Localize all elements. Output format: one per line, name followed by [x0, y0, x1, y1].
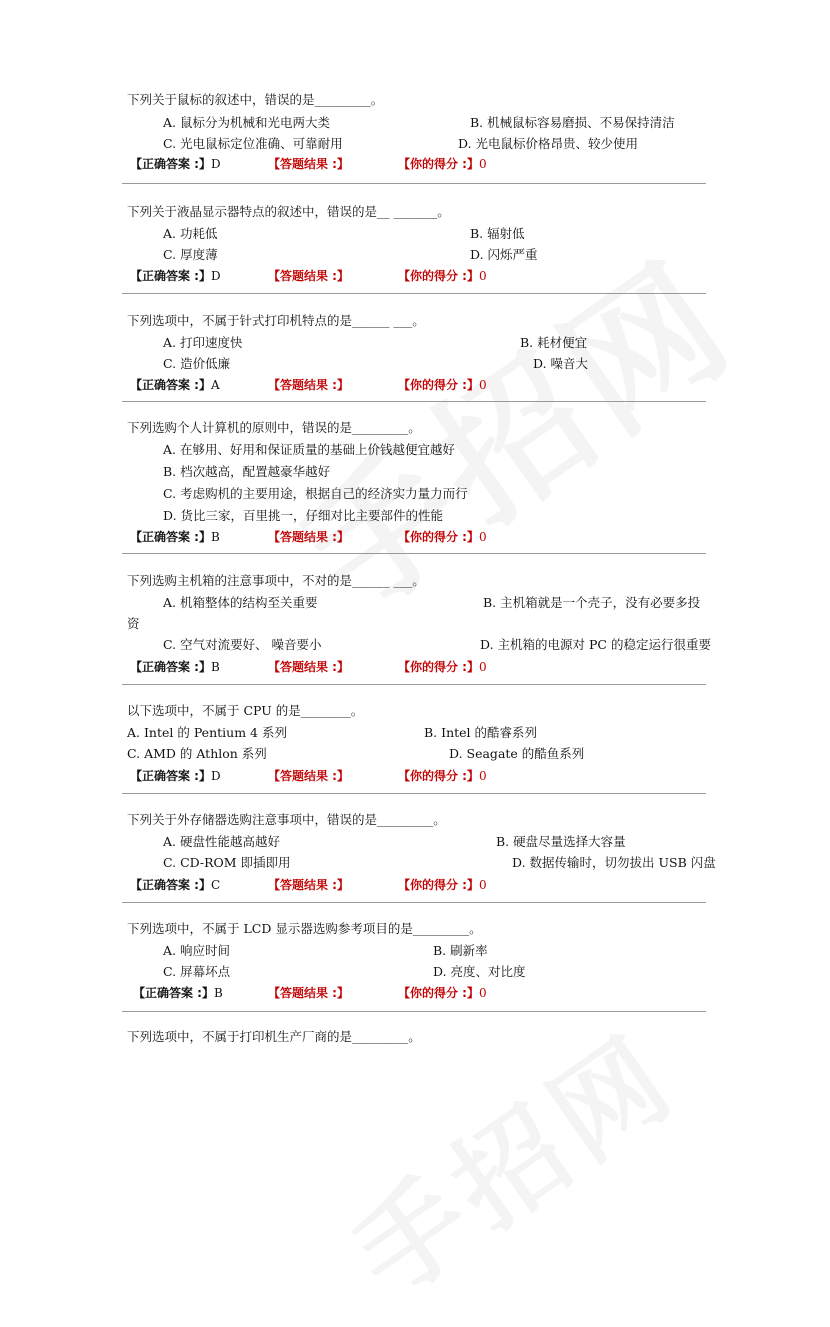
question-stem: 以下选项中，不属于 CPU 的是________。	[127, 703, 364, 718]
option-a: A. 功耗低	[163, 226, 218, 241]
answer-result: 【答题结果 :】	[268, 530, 349, 544]
your-score: 【你的得分 :】0	[398, 660, 487, 674]
option-d: D. 闪烁严重	[470, 247, 538, 262]
option-c: C. 造价低廉	[163, 356, 231, 371]
answer-result: 【答题结果 :】	[268, 660, 349, 674]
correct-answer: 【正确答案 :】D	[130, 157, 221, 171]
correct-answer: 【正确答案 :】D	[130, 769, 221, 783]
question-stem: 下列关于鼠标的叙述中，错误的是_________。	[127, 92, 384, 107]
divider	[122, 401, 706, 402]
option-d: D. Seagate 的酷鱼系列	[449, 746, 585, 761]
question-stem: 下列选购个人计算机的原则中，错误的是_________。	[127, 420, 421, 435]
question-stem: 下列选项中，不属于打印机生产厂商的是_________。	[127, 1029, 421, 1044]
correct-answer: 【正确答案 :】C	[130, 878, 221, 892]
question-stem: 下列选项中，不属于针式打印机特点的是______ ___。	[127, 313, 425, 328]
question-stem: 下列关于液晶显示器特点的叙述中，错误的是__ _______。	[127, 204, 450, 219]
correct-answer: 【正确答案 :】D	[130, 269, 221, 283]
answer-result: 【答题结果 :】	[268, 157, 349, 171]
option-c: C. 厚度薄	[163, 247, 218, 262]
option-d: D. 亮度、对比度	[433, 964, 526, 979]
question-stem: 下列选购主机箱的注意事项中，不对的是______ ___。	[127, 573, 425, 588]
option-b: B. 耗材便宜	[520, 335, 588, 350]
divider	[122, 1011, 706, 1012]
option-d: D. 主机箱的电源对 PC 的稳定运行很重要	[480, 637, 711, 652]
divider	[122, 553, 706, 554]
option-a: A. 响应时间	[163, 943, 230, 958]
divider	[122, 902, 706, 903]
your-score: 【你的得分 :】0	[398, 378, 487, 392]
divider	[122, 684, 706, 685]
option-d: D. 货比三家，百里挑一，仔细对比主要部件的性能	[163, 508, 444, 523]
question-stem: 下列关于外存储器选购注意事项中，错误的是_________。	[127, 812, 446, 827]
divider	[122, 183, 706, 184]
option-b: B. 档次越高，配置越豪华越好	[163, 464, 331, 479]
question-stem: 下列选项中，不属于 LCD 显示器选购参考项目的是_________。	[127, 921, 482, 936]
divider	[122, 793, 706, 794]
option-b: B. 刷新率	[433, 943, 488, 958]
your-score: 【你的得分 :】0	[398, 157, 487, 171]
option-c: C. 屏幕坏点	[163, 964, 231, 979]
correct-answer: 【正确答案 :】A	[130, 378, 220, 392]
option-b: B. 机械鼠标容易磨损、不易保持清洁	[470, 115, 675, 130]
option-c: C. AMD 的 Athlon 系列	[127, 746, 267, 761]
your-score: 【你的得分 :】0	[398, 986, 487, 1000]
option-c: C. 考虑购机的主要用途，根据自己的经济实力量力而行	[163, 486, 468, 501]
your-score: 【你的得分 :】0	[398, 878, 487, 892]
option-d: D. 数据传输时，切勿拔出 USB 闪盘	[512, 855, 716, 870]
option-c: C. 空气对流要好、 噪音要小	[163, 637, 322, 652]
your-score: 【你的得分 :】0	[398, 269, 487, 283]
option-c: C. CD-ROM 即插即用	[163, 855, 291, 870]
option-b: B. 辐射低	[470, 226, 525, 241]
option-a: A. 硬盘性能越高越好	[163, 834, 280, 849]
divider	[122, 293, 706, 294]
answer-result: 【答题结果 :】	[268, 269, 349, 283]
correct-answer: 【正确答案 :】B	[130, 530, 220, 544]
option-b: B. 主机箱就是一个壳子，没有必要多投	[483, 595, 701, 610]
option-d: D. 噪音大	[533, 356, 589, 371]
answer-result: 【答题结果 :】	[268, 378, 349, 392]
option-c: C. 光电鼠标定位准确、可靠耐用	[163, 136, 343, 151]
your-score: 【你的得分 :】0	[398, 530, 487, 544]
answer-result: 【答题结果 :】	[268, 986, 349, 1000]
answer-result: 【答题结果 :】	[268, 769, 349, 783]
option-a: A. 机箱整体的结构至关重要	[163, 595, 318, 610]
correct-answer: 【正确答案 :】B	[133, 986, 223, 1000]
option-b: B. 硬盘尽量选择大容量	[496, 834, 626, 849]
option-b-continued: 资	[127, 616, 140, 631]
option-a: A. 打印速度快	[163, 335, 243, 350]
answer-result: 【答题结果 :】	[268, 878, 349, 892]
option-a: A. 在够用、好用和保证质量的基础上价钱越便宜越好	[163, 442, 455, 457]
option-d: D. 光电鼠标价格昂贵、较少使用	[458, 136, 639, 151]
option-a: A. 鼠标分为机械和光电两大类	[163, 115, 330, 130]
correct-answer: 【正确答案 :】B	[130, 660, 220, 674]
option-b: B. Intel 的酷睿系列	[424, 725, 538, 740]
option-a: A. Intel 的 Pentium 4 系列	[127, 725, 287, 740]
your-score: 【你的得分 :】0	[398, 769, 487, 783]
